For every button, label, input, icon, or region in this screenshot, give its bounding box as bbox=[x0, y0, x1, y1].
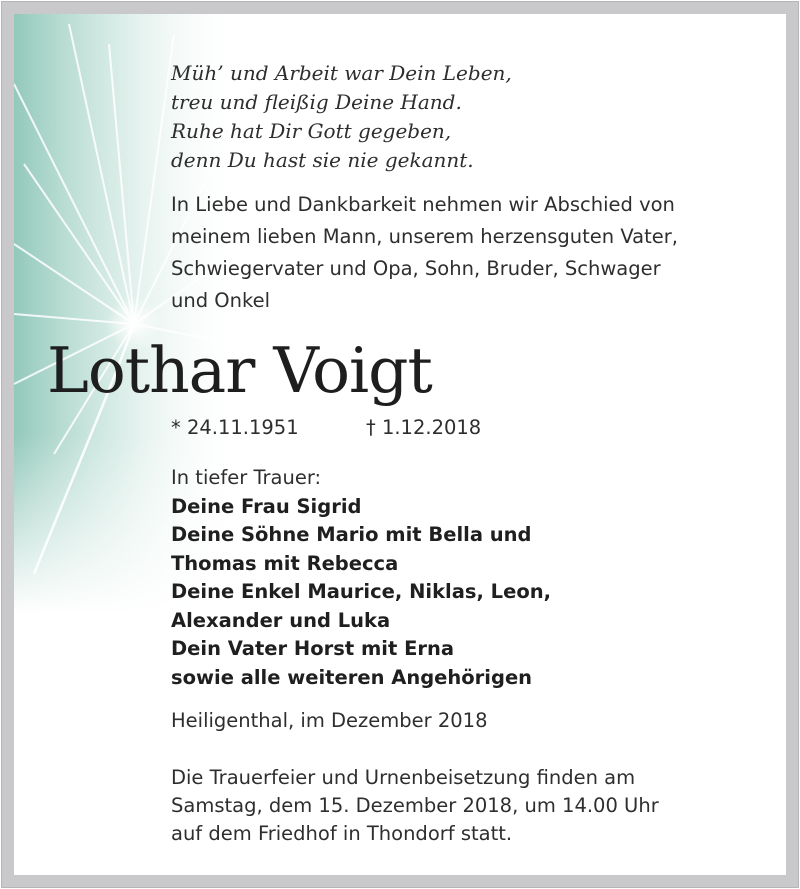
poem-line: Ruhe hat Dir Gott gegeben, bbox=[171, 119, 452, 143]
intro-line: und Onkel bbox=[171, 289, 271, 312]
obituary-frame bbox=[2, 2, 798, 887]
poem-line: denn Du hast sie nie gekannt. bbox=[171, 148, 474, 172]
birth-date: * 24.11.1951 bbox=[171, 416, 299, 439]
intro-line: In Liebe und Dankbarkeit nehmen wir Abschied von bbox=[171, 193, 675, 216]
service-line: Samstag, dem 15. Dezember 2018, um 14.00 Uhr bbox=[171, 794, 659, 817]
mourner-line: Deine Frau Sigrid bbox=[171, 494, 362, 518]
life-dates bbox=[171, 416, 482, 439]
poem-line: Müh’ und Arbeit war Dein Leben, bbox=[171, 61, 512, 85]
funeral-service-info bbox=[171, 764, 659, 848]
service-line: auf dem Friedhof in Thondorf statt. bbox=[171, 822, 513, 845]
mourner-line: Thomas mit Rebecca bbox=[171, 551, 399, 575]
mourner-line: Alexander und Luka bbox=[171, 608, 391, 632]
service-line: Die Trauerfeier und Urnenbeisetzung finden am bbox=[171, 766, 636, 789]
mourner-line: Deine Söhne Mario mit Bella und bbox=[171, 523, 532, 546]
deceased-name: Lothar Voigt bbox=[47, 334, 432, 407]
intro-line: meinem lieben Mann, unserem herzensguten Vater, bbox=[171, 225, 678, 248]
mourners bbox=[171, 464, 551, 692]
intro-line: Schwiegervater und Opa, Sohn, Bruder, Schwager bbox=[171, 257, 661, 280]
poem-line: treu und fleißig Deine Hand. bbox=[171, 90, 462, 114]
place-date: Heiligenthal, im Dezember 2018 bbox=[171, 709, 488, 732]
mourning-heading: In tiefer Trauer: bbox=[171, 466, 322, 489]
mourner-line: Deine Enkel Maurice, Niklas, Leon, bbox=[171, 580, 552, 603]
obituary-card bbox=[14, 14, 786, 875]
poem bbox=[171, 59, 512, 175]
death-date: † 1.12.2018 bbox=[366, 416, 482, 439]
mourner-line: Dein Vater Horst mit Erna bbox=[171, 637, 455, 660]
mourner-line: sowie alle weiteren Angehörigen bbox=[171, 665, 533, 689]
intro-text bbox=[171, 189, 678, 317]
